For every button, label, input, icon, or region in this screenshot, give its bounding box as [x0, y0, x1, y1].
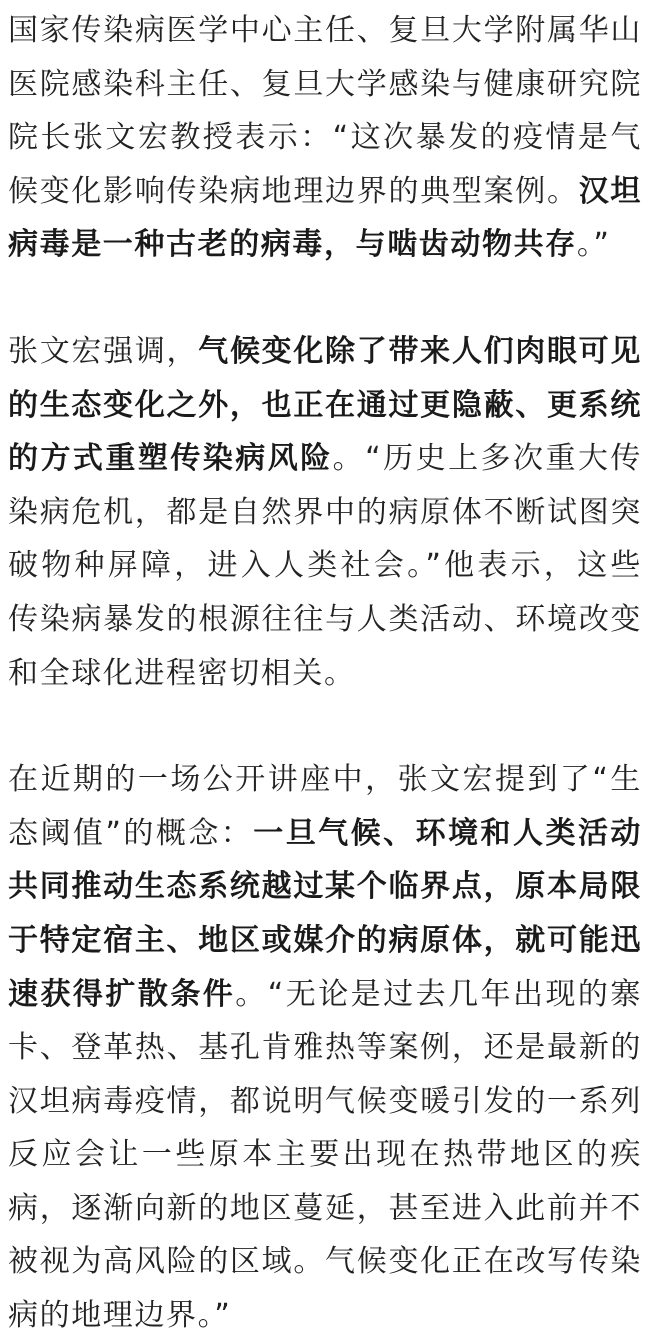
paragraph-3 [8, 753, 642, 1343]
paragraph-1 [8, 4, 642, 272]
paragraph-2-lead: 张文宏强调， [8, 333, 199, 369]
paragraph-3-highlight: 一旦气候、环境和人类活动共同推动生态系统越过某个临界点，原本局限于特定宿主、地区或媒介的病原体，就可能迅速获得扩散条件 [8, 815, 643, 1012]
paragraph-1-text: 国家传染病医学中心主任、复旦大学附属华山医院感染科主任、复旦大学感染与健康研究院院长张文宏教授表示：“这次暴发的疫情是气候变化影响传染病地理边界的典型案例。 [8, 13, 642, 209]
paragraph-1-quote-end: 。” [576, 227, 611, 263]
paragraph-2 [8, 325, 642, 700]
paragraph-3-text: 。“无论是过去几年出现的寨卡、登革热、基孔肯雅热等案例，还是最新的汉坦病毒疫情，都说明气候变暖引发的一系列反应会让一些原本主要出现在热带地区的疾病，逐渐向新的地区蔓延，甚至进入此前并不被视为高风险的区域。气候变化正在改写传染病的地理边界。” [8, 976, 642, 1334]
paragraph-3-lead: 在近期的一场公开讲座中，张文宏提到了“生态阈值”的概念： [8, 762, 642, 851]
paragraph-2-highlight: 气候变化除了带来人们肉眼可见的生态变化之外，也正在通过更隐蔽、更系统的方式重塑传染病风险 [8, 333, 642, 477]
paragraph-2-text: 。“历史上多次重大传染病危机，都是自然界中的病原体不断试图突破物种屏障，进入人类社会。”他表示，这些传染病暴发的根源往往与人类活动、环境改变和全球化进程密切相关。 [8, 441, 643, 691]
paragraph-1-highlight: 汉坦病毒是一种古老的病毒，与啮齿动物共存 [8, 173, 642, 263]
